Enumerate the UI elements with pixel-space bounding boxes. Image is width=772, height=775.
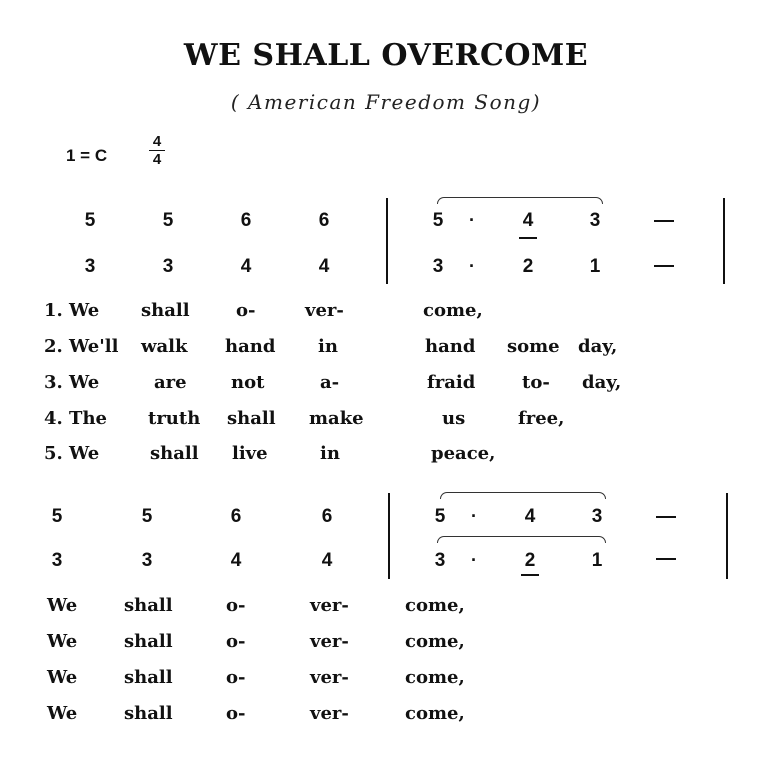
time-signature-bottom: 4 — [152, 151, 162, 168]
lyric: 1. We — [44, 300, 100, 321]
note: 4 — [318, 256, 330, 277]
time-signature-top: 4 — [152, 133, 162, 150]
lyric: shall — [227, 408, 276, 429]
slur — [437, 197, 603, 204]
lyric: come, — [405, 631, 465, 652]
note: 5 — [51, 506, 63, 527]
note: 3 — [434, 550, 446, 571]
lyric: hand — [225, 336, 276, 357]
lyric: We — [47, 667, 78, 688]
lyric: shall — [124, 595, 173, 616]
lyric: ver- — [310, 631, 349, 652]
note: 2 — [522, 256, 534, 277]
lyric: us — [442, 408, 466, 429]
note: 6 — [230, 506, 242, 527]
lyric: truth — [148, 408, 201, 429]
lyric: We — [47, 595, 78, 616]
slur — [437, 536, 606, 543]
hold-dash — [654, 265, 674, 267]
end-barline — [723, 198, 725, 284]
lyric: day, — [578, 336, 618, 357]
lyric: fraid — [427, 372, 476, 393]
song-title: WE SHALL OVERCOME — [183, 38, 589, 73]
lyric: not — [231, 372, 265, 393]
hold-dash — [654, 220, 674, 222]
note: 5 — [434, 506, 446, 527]
note: 3 — [141, 550, 153, 571]
lyric: come, — [405, 703, 465, 724]
lyric: 2. We'll — [44, 336, 119, 357]
lyric: hand — [425, 336, 476, 357]
lyric: peace, — [431, 443, 496, 464]
lyric: in — [318, 336, 338, 357]
note: 1 — [589, 256, 601, 277]
end-barline — [726, 493, 728, 579]
note: 2 — [524, 550, 536, 571]
lyric: ver- — [310, 703, 349, 724]
lyric: We — [47, 703, 78, 724]
lyric: o- — [226, 703, 246, 724]
key-signature: 1 = C — [66, 146, 108, 165]
lyric: live — [232, 443, 268, 464]
lyric: are — [154, 372, 187, 393]
note: 4 — [321, 550, 333, 571]
note: 3 — [162, 256, 174, 277]
lyric: ver- — [305, 300, 344, 321]
lyric: shall — [124, 631, 173, 652]
note: 3 — [84, 256, 96, 277]
barline — [386, 198, 388, 284]
dot: · — [471, 506, 477, 526]
lyric: We — [47, 631, 78, 652]
lyric: make — [309, 408, 364, 429]
lyric: ver- — [310, 667, 349, 688]
hold-dash — [656, 516, 676, 518]
note: 6 — [321, 506, 333, 527]
note: 4 — [230, 550, 242, 571]
note: 3 — [51, 550, 63, 571]
lyric: some — [507, 336, 560, 357]
lyric: o- — [226, 667, 246, 688]
slur — [440, 492, 606, 499]
underline — [519, 237, 537, 239]
lyric: o- — [226, 631, 246, 652]
note: 6 — [318, 210, 330, 231]
lyric: 4. The — [44, 408, 107, 429]
lyric: a- — [320, 372, 340, 393]
lyric: shall — [124, 667, 173, 688]
barline — [388, 493, 390, 579]
dot: · — [469, 256, 475, 276]
note: 4 — [522, 210, 534, 231]
note: 3 — [591, 506, 603, 527]
lyric: shall — [141, 300, 190, 321]
lyric: o- — [236, 300, 256, 321]
lyric: ver- — [310, 595, 349, 616]
note: 4 — [524, 506, 536, 527]
time-signature — [148, 133, 166, 168]
dot: · — [471, 550, 477, 570]
lyric: come, — [423, 300, 483, 321]
lyric: in — [320, 443, 340, 464]
note: 3 — [432, 256, 444, 277]
dot: · — [469, 210, 475, 230]
lyric: walk — [141, 336, 188, 357]
lyric: 5. We — [44, 443, 100, 464]
lyric: 3. We — [44, 372, 100, 393]
lyric: come, — [405, 667, 465, 688]
note: 6 — [240, 210, 252, 231]
note: 5 — [432, 210, 444, 231]
note: 5 — [141, 506, 153, 527]
lyric: o- — [226, 595, 246, 616]
lyric: to- — [522, 372, 550, 393]
note: 1 — [591, 550, 603, 571]
lyric: day, — [582, 372, 622, 393]
note: 3 — [589, 210, 601, 231]
note: 5 — [162, 210, 174, 231]
song-subtitle: ( American Freedom Song) — [230, 90, 542, 114]
lyric: come, — [405, 595, 465, 616]
lyric: shall — [150, 443, 199, 464]
note: 5 — [84, 210, 96, 231]
lyric: shall — [124, 703, 173, 724]
hold-dash — [656, 558, 676, 560]
underline — [521, 574, 539, 576]
lyric: free, — [518, 408, 565, 429]
note: 4 — [240, 256, 252, 277]
